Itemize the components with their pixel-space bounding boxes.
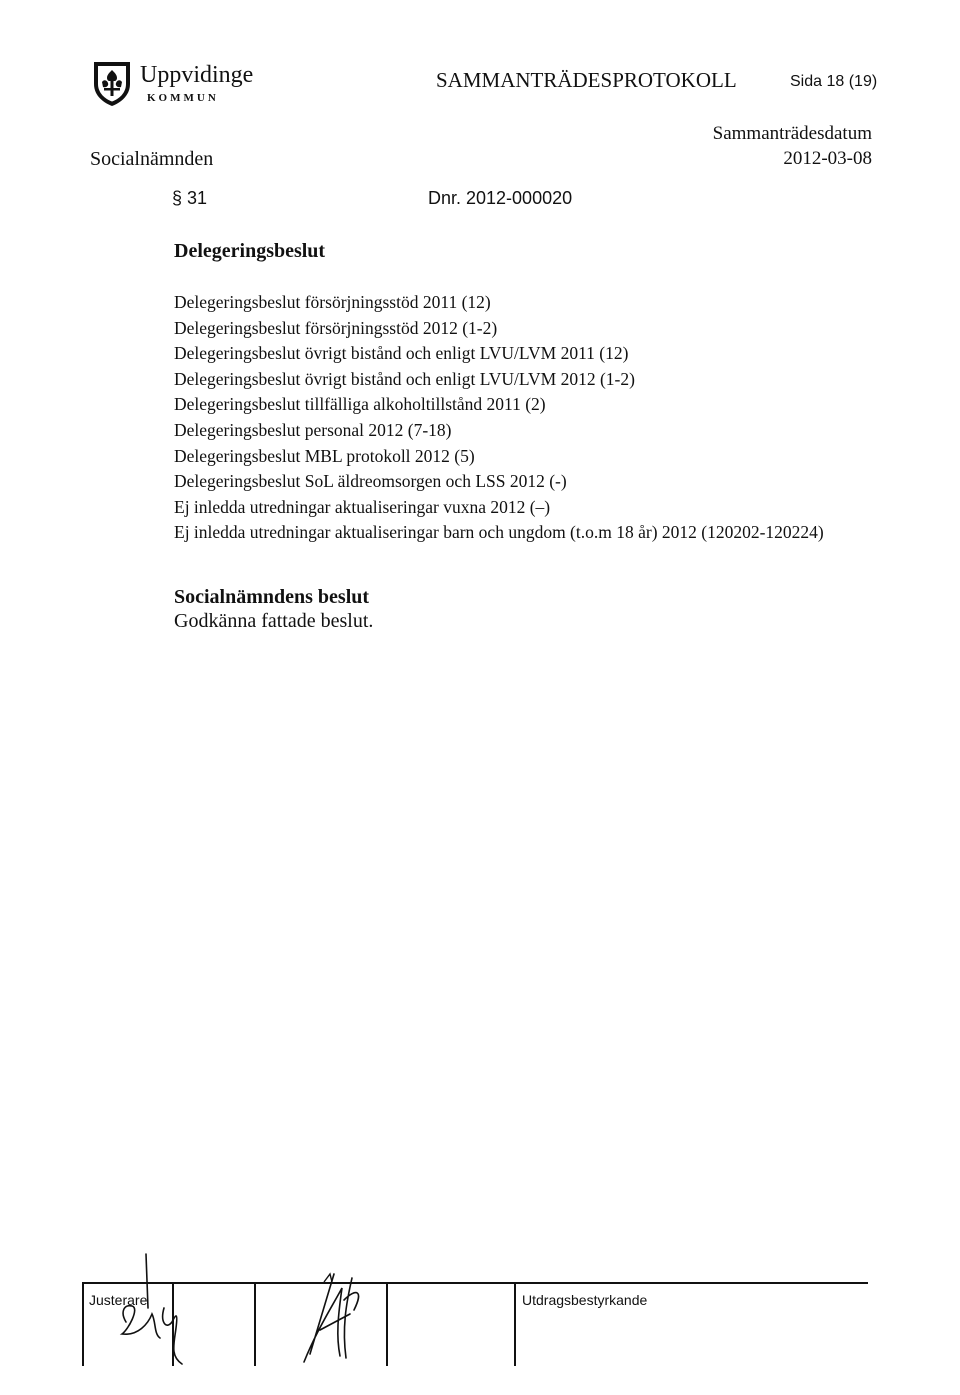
organization-name: Uppvidinge	[140, 62, 254, 88]
decision-item: Delegeringsbeslut övrigt bistånd och enligt LVU/LVM 2012 (1-2)	[174, 368, 635, 389]
decision-list	[174, 290, 854, 546]
document-title: SAMMANTRÄDESPROTOKOLL	[436, 68, 737, 92]
extract-certification-label: Utdragsbestyrkande	[522, 1292, 648, 1308]
decision-item: Delegeringsbeslut personal 2012 (7-18)	[174, 419, 452, 440]
footer-column-divider	[386, 1282, 388, 1366]
footer-divider	[82, 1282, 868, 1284]
signature-footer	[82, 1282, 868, 1368]
decision-item: Ej inledda utredningar aktualiseringar vuxna 2012 (–)	[174, 496, 551, 517]
decision-item: Delegeringsbeslut försörjningsstöd 2012 (1-2)	[174, 317, 498, 338]
signature-2	[280, 1270, 376, 1368]
decision-item: Delegeringsbeslut SoL äldreomsorgen och LSS 2012 (-)	[174, 471, 567, 492]
decision-item: Delegeringsbeslut MBL protokoll 2012 (5)	[174, 445, 475, 466]
diary-number: Dnr. 2012-000020	[428, 188, 573, 208]
municipality-logo	[90, 58, 134, 108]
meeting-date-label: Sammanträdesdatum	[712, 123, 872, 144]
organization-subtitle: KOMMUN	[147, 92, 219, 104]
page-number: Sida 18 (19)	[790, 73, 878, 90]
board-decision-heading: Socialnämndens beslut	[174, 586, 370, 608]
footer-column-divider	[514, 1282, 516, 1366]
board-decision-text: Godkänna fattade beslut.	[174, 610, 374, 632]
decision-item: Delegeringsbeslut tillfälliga alkoholtillstånd 2011 (2)	[174, 394, 546, 415]
paragraph-number: § 31	[172, 188, 208, 208]
signature-1	[112, 1252, 192, 1368]
footer-column-divider	[82, 1282, 84, 1366]
decision-item: Ej inledda utredningar aktualiseringar barn och ungdom (t.o.m 18 år) 2012 (120202-120224)	[174, 522, 824, 543]
adjuster-label: Justerare	[89, 1292, 148, 1308]
meeting-date: 2012-03-08	[783, 148, 872, 169]
committee-name: Socialnämnden	[90, 148, 214, 170]
decision-item: Delegeringsbeslut övrigt bistånd och enligt LVU/LVM 2011 (12)	[174, 343, 629, 364]
section-heading: Delegeringsbeslut	[174, 240, 326, 262]
decision-item: Delegeringsbeslut försörjningsstöd 2011 (12)	[174, 292, 491, 312]
footer-column-divider	[254, 1282, 256, 1366]
